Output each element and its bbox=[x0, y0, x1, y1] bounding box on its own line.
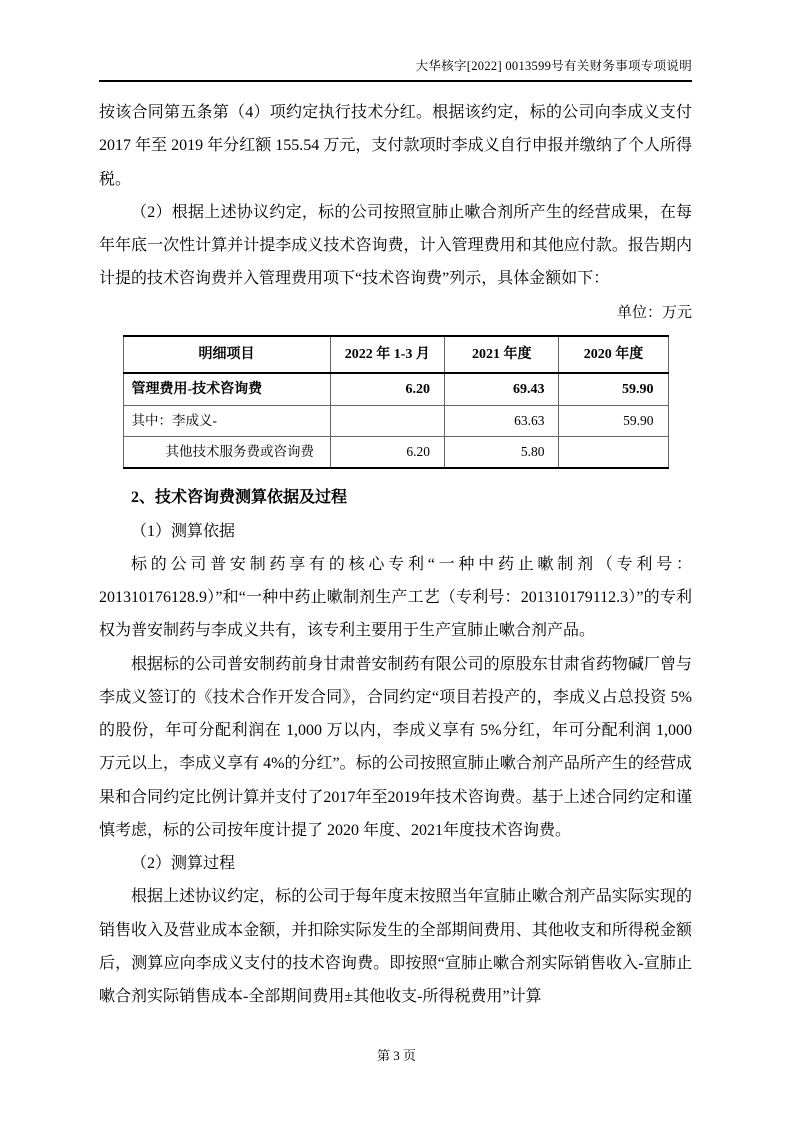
col-header-2020: 2020 年度 bbox=[559, 336, 668, 373]
paragraph-patent: 标的公司普安制药享有的核心专利“一种中药止嗽制剂（专利号：201310176128.9）”和“一种中药止嗽制剂生产工艺（专利号：201310179112.3）”的专利权为普安制药与李成义共有，该专利主要用于生产宣肺止嗽合剂产品。 bbox=[99, 555, 692, 640]
header-doc-reference: 大华核字[2022] 0013599号有关财务事项专项说明 bbox=[99, 56, 692, 82]
cell-other-2022q1: 6.20 bbox=[330, 437, 444, 469]
paragraph-fee-accrual: （2）根据上述协议约定，标的公司按照宣肺止嗽合剂所产生的经营成果，在每年年底一次性计算并计提李成义技术咨询费，计入管理费用和其他应付款。报告期内计提的技术咨询费并入管理费用项下“技术咨询费”列示，具体金额如下： bbox=[99, 203, 692, 288]
tech-consulting-fee-table bbox=[123, 335, 669, 470]
cell-other-2021: 5.80 bbox=[445, 437, 559, 469]
cell-licheng-2020: 59.90 bbox=[559, 405, 668, 436]
cell-admin-fee-2022q1: 6.20 bbox=[330, 373, 444, 406]
table-unit-label: 单位：万元 bbox=[616, 304, 692, 321]
table-row-other-service bbox=[123, 437, 668, 469]
cell-admin-fee-2020: 59.90 bbox=[559, 373, 668, 406]
cell-other-2020 bbox=[559, 437, 668, 469]
paragraph-contract-terms: 根据标的公司普安制药前身甘肃普安制药有限公司的原股东甘肃省药物碱厂曾与李成义签订的《技术合作开发合同》，合同约定“项目若投产的，李成义占总投资 5%的股份，年可分配利润在 1,000 万以内，李成义享有 5%分红，年可分配利润 1,000 万元以上，李成义享有 4%的分红”。标的公司按照宣肺止嗽合剂产品所产生的经营成果和合同约定比例计算并支付了2017年至2019年技术咨询费。基于上述合同约定和谨慎考虑，标的公司按年度计提了 2020 年度、2021年度技术咨询费。 bbox=[99, 655, 692, 839]
document-body bbox=[99, 96, 692, 1014]
subsection-heading-basis: （1）测算依据 bbox=[131, 522, 236, 540]
table-row-licheng bbox=[123, 405, 668, 436]
cell-licheng-2022q1 bbox=[330, 405, 444, 436]
col-header-2021: 2021 年度 bbox=[445, 336, 559, 373]
row-label-admin-fee: 管理费用-技术咨询费 bbox=[123, 373, 330, 406]
table-header-row bbox=[123, 336, 668, 373]
table-body bbox=[123, 373, 668, 469]
table-head bbox=[123, 336, 668, 373]
section-heading-basis-and-process: 2、技术咨询费测算依据及过程 bbox=[131, 489, 348, 507]
paragraph-dividend-payment: 按该合同第五条第（4）项约定执行技术分红。根据该约定，标的公司向李成义支付 2017 年至 2019 年分红额 155.54 万元，支付款项时李成义自行申报并缴纳了个人所得税。 bbox=[99, 104, 692, 188]
paragraph-calculation: 根据上述协议约定，标的公司于每年度末按照当年宣肺止嗽合剂产品实际实现的销售收入及营业成本金额，并扣除实际发生的全部期间费用、其他收支和所得税金额后，测算应向李成义支付的技术咨询费。即按照“宣肺止嗽合剂实际销售收入-宣肺止嗽合剂实际销售成本-全部期间费用±其他收支-所得税费用”计算 bbox=[99, 888, 692, 1006]
table-row-admin-fee-total bbox=[123, 373, 668, 406]
cell-admin-fee-2021: 69.43 bbox=[445, 373, 559, 406]
cell-licheng-2021: 63.63 bbox=[445, 405, 559, 436]
subsection-heading-process: （2）测算过程 bbox=[131, 855, 236, 873]
page-number: 第 3 页 bbox=[376, 1048, 416, 1063]
col-header-2022-q1: 2022 年 1-3 月 bbox=[330, 336, 444, 373]
row-label-other-service: 其他技术服务费或咨询费 bbox=[123, 437, 330, 469]
col-header-item: 明细项目 bbox=[123, 336, 330, 373]
row-label-licheng: 其中：李成义- bbox=[123, 405, 330, 436]
